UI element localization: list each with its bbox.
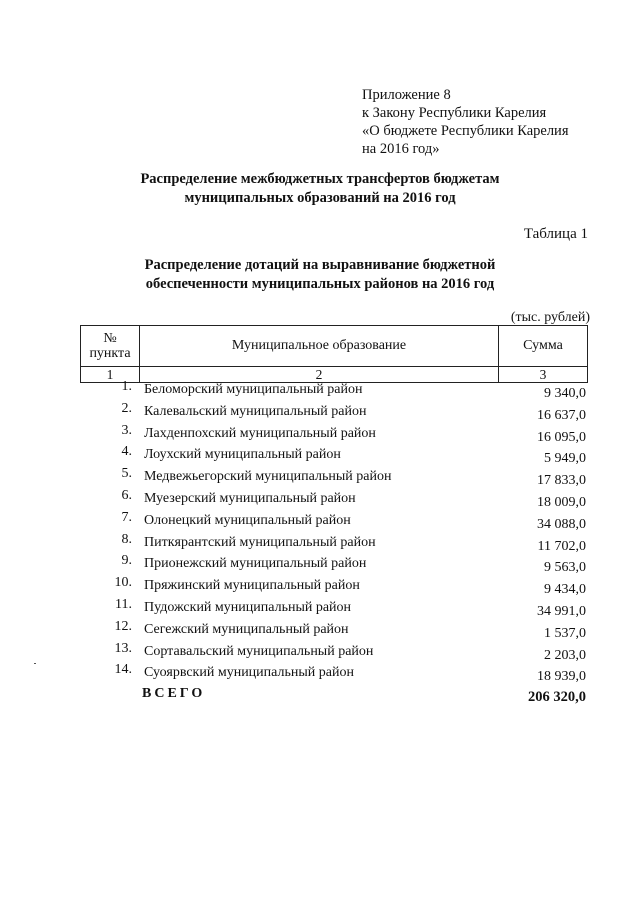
row-number: 10. (114, 575, 132, 591)
table-row (80, 488, 588, 510)
row-sum: 16 637,0 (537, 407, 586, 423)
row-municipality: Сегежский муниципальный район (144, 621, 349, 637)
table-row (80, 662, 588, 684)
row-municipality: Питкярантский муниципальный район (144, 534, 376, 550)
scan-speck (34, 663, 36, 664)
table-row (80, 597, 588, 619)
row-number: 11. (115, 596, 132, 612)
row-number: 2. (121, 400, 132, 416)
table-row (80, 444, 588, 466)
column-index: 3 (499, 367, 588, 383)
row-sum: 1 537,0 (544, 625, 586, 641)
table-row (80, 510, 588, 532)
row-municipality: Медвежьегорский муниципальный район (144, 469, 392, 485)
row-sum: 2 203,0 (544, 647, 586, 663)
row-number: 13. (114, 640, 132, 656)
table-body (80, 379, 588, 684)
row-municipality: Лоухский муниципальный район (144, 447, 341, 463)
row-number: 7. (121, 509, 132, 525)
table-row (80, 423, 588, 445)
table-row (80, 619, 588, 641)
row-municipality: Прионежский муниципальный район (144, 556, 367, 572)
row-municipality: Сортавальский муниципальный район (144, 643, 374, 659)
row-municipality: Пряжинский муниципальный район (144, 578, 360, 594)
row-number: 12. (114, 618, 132, 634)
row-municipality: Суоярвский муниципальный район (144, 665, 354, 681)
row-sum: 9 434,0 (544, 582, 586, 598)
row-sum: 17 833,0 (537, 473, 586, 489)
row-sum: 9 563,0 (544, 560, 586, 576)
table-label: Таблица 1 (523, 226, 588, 242)
row-sum: 11 702,0 (537, 538, 586, 554)
table-title-line1: Распределение дотаций на выравнивание бюджетной (144, 257, 496, 273)
header-number-label: пункта (89, 346, 131, 361)
row-number: 1. (121, 379, 132, 394)
column-index: 2 (140, 367, 499, 383)
table-row (80, 553, 588, 575)
units-note: (тыс. рублей) (510, 310, 590, 325)
table-row (80, 532, 588, 554)
row-number: 3. (121, 422, 132, 438)
row-number: 14. (114, 662, 132, 678)
row-number: 8. (121, 531, 132, 547)
row-municipality: Пудожский муниципальный район (144, 599, 352, 615)
row-municipality: Калевальский муниципальный район (144, 403, 367, 419)
header-number-symbol: № (103, 331, 117, 346)
table-title (60, 256, 580, 294)
table-row (80, 575, 588, 597)
table-row (80, 401, 588, 423)
row-sum: 18 009,0 (537, 494, 586, 510)
appendix-line: Приложение 8 (362, 87, 451, 103)
appendix-line: на 2016 год» (362, 141, 440, 157)
row-municipality: Беломорский муниципальный район (144, 382, 363, 397)
table-title-line2: обеспеченности муниципальных районов на 2016 год (145, 276, 495, 292)
row-number: 4. (121, 444, 132, 460)
table-header (80, 325, 588, 383)
total-label: ВСЕГО (142, 686, 206, 701)
row-municipality: Олонецкий муниципальный район (144, 512, 351, 528)
row-number: 5. (121, 466, 132, 482)
row-number: 9. (121, 553, 132, 569)
appendix-line: «О бюджете Республики Карелия (362, 123, 569, 139)
header-number (81, 326, 140, 367)
main-title-line2: муниципальных образований на 2016 год (184, 190, 456, 206)
appendix-note (362, 86, 622, 158)
row-sum: 5 949,0 (544, 451, 586, 467)
appendix-line: к Закону Республики Карелия (362, 105, 547, 121)
header-row (81, 326, 588, 367)
header-sum: Сумма (499, 326, 588, 367)
table-row (80, 379, 588, 401)
row-municipality: Лахденпохский муниципальный район (144, 425, 376, 441)
row-sum: 18 939,0 (537, 669, 586, 685)
main-title-line1: Распределение межбюджетных трансфертов бюджетам (140, 171, 500, 187)
row-sum: 34 991,0 (537, 603, 586, 619)
row-number: 6. (121, 487, 132, 503)
column-index: 1 (81, 367, 140, 383)
row-sum: 34 088,0 (537, 516, 586, 532)
total-row (80, 686, 588, 708)
main-title (60, 170, 580, 208)
row-sum: 16 095,0 (537, 429, 586, 445)
row-sum: 9 340,0 (544, 386, 586, 401)
table-row (80, 641, 588, 663)
total-sum: 206 320,0 (528, 689, 586, 705)
header-municipality: Муниципальное образование (140, 326, 499, 367)
row-municipality: Муезерский муниципальный район (144, 490, 356, 506)
table-row (80, 466, 588, 488)
